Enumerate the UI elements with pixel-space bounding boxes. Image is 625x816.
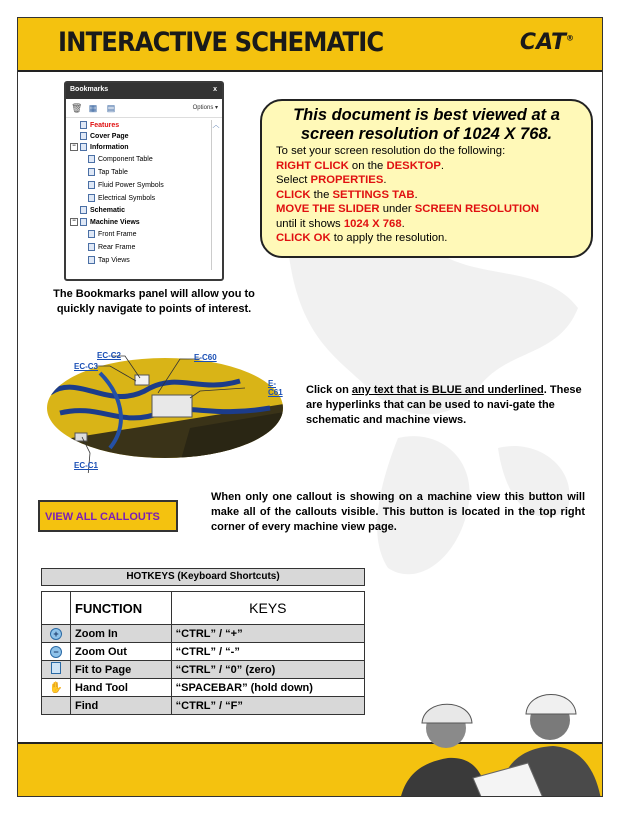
bookmark-features[interactable] xyxy=(80,120,119,131)
bookmark-rear-frame[interactable] xyxy=(88,242,135,253)
underlined-text: any text that is BLUE and underlined xyxy=(351,384,544,396)
bookmark-label: Schematic xyxy=(90,207,126,214)
step-text: . xyxy=(440,159,445,172)
keys-cell: “SPACEBAR” (hold down) xyxy=(171,679,364,697)
bookmark-electrical-symbols[interactable] xyxy=(88,193,155,204)
view-all-callouts-button[interactable] xyxy=(38,500,178,532)
step-text: on the xyxy=(348,159,387,172)
icon-cell xyxy=(42,679,71,697)
bookmarks-panel xyxy=(64,81,224,281)
page-icon xyxy=(88,155,95,163)
callout-link[interactable]: E-C60 xyxy=(194,353,217,362)
bookmark-component-table[interactable] xyxy=(88,154,153,165)
machine-view-example xyxy=(40,333,290,473)
bookmark-label: Tap Views xyxy=(98,257,130,264)
bookmark-label: Tap Table xyxy=(98,169,128,176)
workers-photo xyxy=(378,668,603,797)
page-icon xyxy=(88,168,95,176)
page-icon xyxy=(80,218,87,226)
collapse-icon[interactable]: − xyxy=(70,143,78,151)
resolution-step xyxy=(276,202,577,217)
table-header-row xyxy=(42,592,365,625)
callout-link[interactable]: EC-C3 xyxy=(74,362,99,371)
collapse-icon[interactable]: − xyxy=(70,218,78,226)
step-text: RIGHT CLICK xyxy=(276,159,349,172)
page-icon xyxy=(88,243,95,251)
callout-link[interactable]: EC-C2 xyxy=(97,351,122,360)
resolution-step xyxy=(276,217,577,232)
function-cell: Zoom Out xyxy=(71,643,172,661)
hotkeys-table xyxy=(41,591,365,715)
function-cell: Zoom In xyxy=(71,625,172,643)
step-text: the xyxy=(310,188,333,201)
hyperlink-instructions xyxy=(306,383,586,428)
table-row xyxy=(42,679,365,697)
keys-cell: “CTRL” / “F” xyxy=(171,697,364,715)
resolution-step xyxy=(276,188,577,203)
table-row xyxy=(42,697,365,715)
table-row xyxy=(42,625,365,643)
bookmark-menu-icon[interactable]: ▤ xyxy=(106,103,116,113)
page-icon xyxy=(80,206,87,214)
registered-mark: ® xyxy=(566,33,574,43)
resolution-heading: screen resolution of 1024 X 768. xyxy=(300,125,553,143)
caption-line: The Bookmarks panel will allow you to xyxy=(53,288,255,300)
delete-icon[interactable]: 🗑 xyxy=(71,103,83,113)
resolution-heading: This document is best viewed at a xyxy=(293,106,560,124)
page-icon xyxy=(80,143,87,151)
keys-cell: “CTRL” / “+” xyxy=(171,625,364,643)
step-text: until it shows xyxy=(276,217,344,230)
step-text: DESKTOP xyxy=(386,159,441,172)
table-row xyxy=(42,643,365,661)
step-text: MOVE THE SLIDER xyxy=(276,203,380,215)
step-text: PROPERTIES xyxy=(310,174,384,186)
bookmark-label: Rear Frame xyxy=(98,244,136,251)
page-icon xyxy=(88,230,95,238)
page-frame xyxy=(17,17,603,797)
bookmarks-title: Bookmarks xyxy=(70,86,109,93)
function-cell: Find xyxy=(71,697,172,715)
icon-header-cell xyxy=(42,592,71,625)
bookmark-machine-views[interactable] xyxy=(70,217,140,228)
step-text: . xyxy=(401,217,405,230)
step-text: SETTINGS TAB xyxy=(332,188,415,201)
resolution-step xyxy=(276,173,577,188)
zoom-in-icon: + xyxy=(50,628,62,640)
page-icon xyxy=(80,121,87,129)
bookmark-label: Cover Page xyxy=(90,133,129,140)
bookmark-front-frame[interactable] xyxy=(88,229,137,240)
step-text: to apply the resolution. xyxy=(330,232,448,244)
page-icon xyxy=(80,132,87,140)
resolution-step xyxy=(276,144,577,159)
resolution-note xyxy=(260,99,593,258)
resolution-step xyxy=(276,231,577,246)
bookmark-information[interactable] xyxy=(70,142,129,153)
zoom-out-icon: − xyxy=(50,646,62,658)
bookmark-label: Front Frame xyxy=(98,231,137,238)
bookmark-tap-table[interactable] xyxy=(88,167,128,178)
scroll-up-icon[interactable]: ︿ xyxy=(212,122,220,129)
page-title: INTERACTIVE SCHEMATIC xyxy=(58,27,384,58)
page-icon xyxy=(88,194,95,202)
bookmarks-toolbar xyxy=(66,99,222,118)
hotkeys-title: HOTKEYS (Keyboard Shortcuts) xyxy=(41,568,365,586)
bookmark-label: Electrical Symbols xyxy=(98,195,156,202)
function-cell: Hand Tool xyxy=(71,679,172,697)
hand-tool-icon: ✋ xyxy=(49,682,63,694)
icon-cell xyxy=(42,625,71,643)
bookmark-schematic[interactable] xyxy=(80,205,125,216)
cat-logo xyxy=(520,30,574,55)
step-text: CLICK xyxy=(276,188,311,201)
view-all-callouts-label: VIEW ALL CALLOUTS xyxy=(45,511,160,523)
step-text: SCREEN RESOLUTION xyxy=(414,203,540,215)
caption-line: quickly navigate to points of interest. xyxy=(56,303,252,315)
machine-photo xyxy=(40,333,290,473)
table-row xyxy=(42,661,365,679)
function-header: FUNCTION xyxy=(71,592,172,625)
bookmarks-caption xyxy=(28,287,280,317)
callout-link[interactable]: EC-C1 xyxy=(74,461,99,470)
step-text: CLICK OK xyxy=(276,232,331,244)
cat-logo-text: CAT xyxy=(519,30,566,55)
keys-header: KEYS xyxy=(171,592,364,625)
step-text: . xyxy=(383,174,387,186)
bookmark-fluid-power-symbols[interactable] xyxy=(88,180,164,191)
text-part: Click on xyxy=(306,384,352,396)
keys-cell: “CTRL” / “-” xyxy=(171,643,364,661)
keys-cell: “CTRL” / “0” (zero) xyxy=(171,661,364,679)
bookmark-label: Component Table xyxy=(98,156,153,163)
text-part: . These are hyperlinks that can be used to navi-gate the schematic and machine views. xyxy=(306,384,582,426)
page-icon xyxy=(88,256,95,264)
step-text: Select xyxy=(276,174,311,186)
step-text: . xyxy=(414,188,418,201)
bookmarks-scrollbar[interactable] xyxy=(211,120,220,270)
fit-page-icon xyxy=(51,662,61,674)
bookmark-label: Information xyxy=(90,144,129,151)
callout-link[interactable]: E-C61 xyxy=(268,379,283,397)
bookmark-label: Machine Views xyxy=(90,219,140,226)
view-all-callouts-description: When only one callout is showing on a machine view this button will make all of the callouts visible. This button is located in the top right corner of every machine view page. xyxy=(211,491,585,533)
options-menu[interactable]: Options ▾ xyxy=(192,105,218,111)
page-icon xyxy=(88,181,95,189)
bookmark-label: Features xyxy=(90,122,120,129)
bookmark-cover-page[interactable] xyxy=(80,131,129,142)
bookmarks-list xyxy=(66,118,222,276)
icon-cell xyxy=(42,697,71,715)
close-icon[interactable]: x xyxy=(213,86,217,93)
function-cell: Fit to Page xyxy=(71,661,172,679)
icon-cell xyxy=(42,643,71,661)
icon-cell xyxy=(42,661,71,679)
step-text: 1024 X 768 xyxy=(343,217,402,230)
step-text: under xyxy=(379,203,415,215)
new-bookmark-icon[interactable]: ▦ xyxy=(88,103,98,113)
bookmarks-title-bar xyxy=(66,83,222,99)
bookmark-tap-views[interactable] xyxy=(88,255,130,266)
step-text: To set your screen resolution do the following: xyxy=(276,145,506,157)
header-banner xyxy=(18,18,602,72)
bookmark-label: Fluid Power Symbols xyxy=(98,182,164,189)
resolution-step xyxy=(276,159,577,174)
